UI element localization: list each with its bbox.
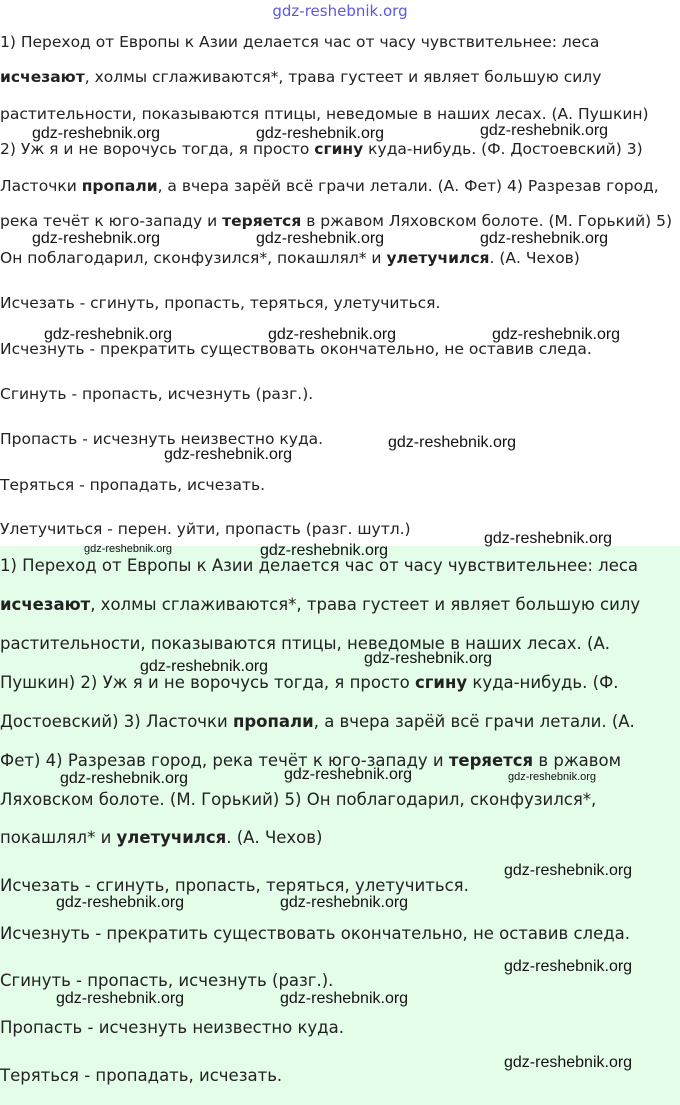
watermark: gdz-reshebnik.org [256, 230, 385, 247]
watermark: gdz-reshebnik.org [484, 530, 613, 547]
highlighted-word: теряется [222, 212, 302, 230]
watermark: gdz-reshebnik.org [280, 990, 409, 1007]
watermark: gdz-reshebnik.org [60, 770, 189, 787]
highlighted-word: сгину [414, 673, 468, 692]
text-fragment: растительности, показываются птицы, неведомые в наших лесах. (А. [0, 634, 611, 653]
watermark: gdz-reshebnik.org [44, 326, 173, 343]
answer-block-2 [0, 546, 680, 1105]
highlighted-word: улетучился [116, 828, 227, 847]
highlighted-word: улетучился [386, 249, 490, 267]
watermark: gdz-reshebnik.org [480, 122, 609, 139]
text-fragment: , а вчера зарёй всё грачи летали. (А. [313, 712, 635, 731]
text-fragment: 1) Переход от Европы к Азии делается час от часу чувствительнее: леса [0, 556, 639, 575]
text-fragment: Фет) 4) Разрезав город, река течёт к юго-западу и [0, 751, 449, 770]
text-fragment: в ржавом Ляховском болоте. (М. Горький) 5) [301, 212, 673, 230]
text-fragment: Ласточки [0, 177, 82, 195]
text-fragment: 1) Переход от Европы к Азии делается час от часу чувствительнее: леса [0, 33, 600, 51]
text-line [0, 177, 676, 195]
highlighted-word: исчезают [0, 595, 91, 614]
definition-line: Исчезать - сгинуть, пропасть, теряться, улетучиться. [0, 294, 441, 312]
text-line [0, 712, 676, 731]
definition-line: Пропасть - исчезнуть неизвестно куда. [0, 1018, 344, 1037]
definition-line: Теряться - пропадать, исчезать. [0, 1066, 283, 1085]
highlighted-word: пропали [81, 177, 158, 195]
watermark: gdz-reshebnik.org [504, 1054, 633, 1071]
watermark: gdz-reshebnik.org [364, 650, 493, 667]
text-fragment: куда-нибудь. (Ф. [467, 673, 619, 692]
text-fragment: растительности, показываются птицы, неведомые в наших лесах. (А. Пушкин) [0, 105, 649, 123]
text-fragment: , холмы сглаживаются*, трава густеет и являет большую силу [84, 68, 602, 86]
text-fragment: . (А. Чехов) [489, 249, 580, 267]
definition-line: Исчезнуть - прекратить существовать окончательно, не оставив следа. [0, 340, 592, 358]
watermark: gdz-reshebnik.org [480, 230, 609, 247]
text-line [0, 673, 676, 692]
watermark: gdz-reshebnik.org [284, 766, 413, 783]
watermark: gdz-reshebnik.org [140, 658, 269, 675]
definition-line: Исчезать - сгинуть, пропасть, теряться, улетучиться. [0, 876, 469, 895]
definition-line: Сгинуть - пропасть, исчезнуть (разг.). [0, 385, 314, 403]
watermark: gdz-reshebnik.org [32, 230, 161, 247]
watermark: gdz-reshebnik.org [56, 990, 185, 1007]
text-line [0, 828, 676, 847]
watermark: gdz-reshebnik.org [492, 326, 621, 343]
highlighted-word: теряется [448, 751, 534, 770]
watermark: gdz-reshebnik.org [256, 125, 385, 142]
watermark: gdz-reshebnik.org [164, 446, 293, 463]
text-line [0, 595, 676, 614]
text-fragment: река течёт к юго-западу и [0, 212, 223, 230]
site-title: gdz-reshebnik.org [272, 2, 408, 20]
text-line [0, 249, 676, 267]
text-fragment: . (А. Чехов) [226, 828, 323, 847]
text-fragment: Достоевский) 3) Ласточки [0, 712, 233, 731]
text-line [0, 33, 676, 51]
answer-block-1 [0, 30, 680, 546]
text-fragment: покашлял* и [0, 828, 117, 847]
watermark: gdz-reshebnik.org [84, 543, 173, 555]
watermark: gdz-reshebnik.org [388, 434, 517, 451]
text-fragment: Он поблагодарил, сконфузился*, покашлял* и [0, 249, 387, 267]
text-line [0, 790, 676, 809]
watermark: gdz-reshebnik.org [280, 894, 409, 911]
text-line [0, 105, 676, 123]
text-fragment: 2) Уж я и не ворочусь тогда, я просто [0, 140, 315, 158]
highlighted-word: исчезают [0, 68, 85, 86]
watermark: gdz-reshebnik.org [32, 125, 161, 142]
definition-line: Сгинуть - пропасть, исчезнуть (разг.). [0, 971, 334, 990]
text-fragment: Пушкин) 2) Уж я и не ворочусь тогда, я просто [0, 673, 415, 692]
watermark: gdz-reshebnik.org [268, 326, 397, 343]
text-fragment: , холмы сглаживаются*, трава густеет и являет большую силу [90, 595, 641, 614]
watermark: gdz-reshebnik.org [504, 862, 633, 879]
watermark: gdz-reshebnik.org [260, 542, 389, 559]
text-line [0, 68, 676, 86]
definition-line: Улетучиться - перен. уйти, пропасть (разг. шутл.) [0, 520, 411, 538]
text-fragment: куда-нибудь. (Ф. Достоевский) 3) [363, 140, 643, 158]
definition-line: Исчезнуть - прекратить существовать окончательно, не оставив следа. [0, 924, 630, 943]
highlighted-word: сгину [314, 140, 364, 158]
definition-line: Пропасть - исчезнуть неизвестно куда. [0, 430, 324, 448]
text-fragment: Ляховском болоте. (М. Горький) 5) Он поблагодарил, сконфузился*, [0, 790, 597, 809]
text-fragment: , а вчера зарёй всё грачи летали. (А. Фет) 4) Разрезав город, [157, 177, 659, 195]
text-fragment: в ржавом [533, 751, 622, 770]
highlighted-word: пропали [232, 712, 314, 731]
watermark: gdz-reshebnik.org [56, 894, 185, 911]
text-line [0, 212, 676, 230]
definition-line: Теряться - пропадать, исчезать. [0, 476, 266, 494]
watermark: gdz-reshebnik.org [504, 958, 633, 975]
watermark: gdz-reshebnik.org [508, 771, 597, 783]
text-line [0, 634, 676, 653]
